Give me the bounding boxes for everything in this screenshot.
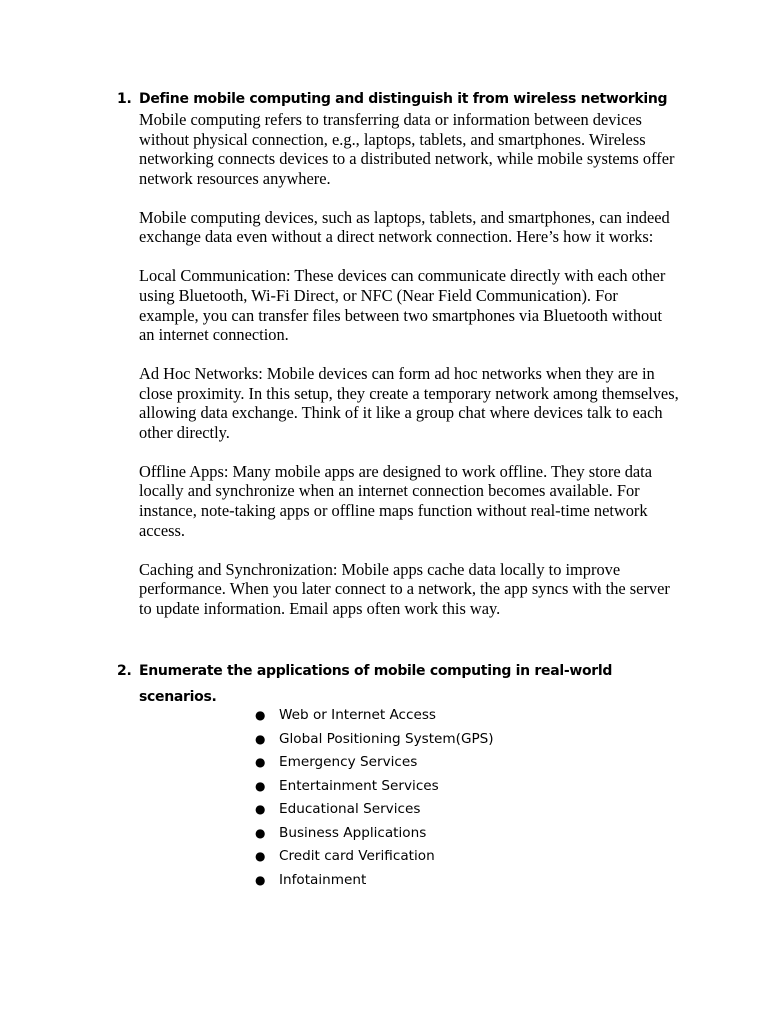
answer-paragraph-ad-hoc-networks: Ad Hoc Networks: Mobile devices can form ad hoc networks when they are in close proximity. In this setup, they create a temporary network among themselves, allowing data exchange. Think of it like a group chat where devices talk to each other directly. — [139, 364, 679, 442]
question-1-title: Define mobile computing and distinguish it from wireless networking — [139, 91, 668, 107]
list-item-label: Emergency Services — [279, 754, 418, 770]
list-item-label: Business Applications — [279, 824, 427, 841]
question-2-heading — [117, 658, 637, 710]
list-item — [255, 704, 675, 728]
answer-paragraph-definition: Mobile computing refers to transferring data or information between devices without physical connection, e.g., laptops, tablets, and smartphones. Wireless networking connects devices to a distributed network, while mobile systems offer network resources anywhere. — [139, 110, 675, 188]
question-1-heading — [117, 86, 737, 112]
list-item-label: Credit card Verification — [279, 848, 435, 864]
bullet-icon: ● — [255, 778, 266, 793]
question-1-number: 1. — [117, 91, 132, 107]
list-item — [255, 728, 675, 752]
answer-paragraph-offline-apps: Offline Apps: Many mobile apps are designed to work offline. They store data locally and synchronize when an internet connection becomes available. For instance, note-taking apps or offline maps function without real-time network access. — [139, 461, 653, 540]
list-item-label: Infotainment — [279, 871, 367, 888]
list-item — [255, 869, 675, 893]
bullet-icon: ● — [255, 849, 266, 863]
list-item — [255, 845, 675, 869]
list-item-label: Entertainment Services — [279, 777, 439, 794]
list-item — [255, 751, 675, 775]
bullet-icon: ● — [255, 731, 266, 746]
bullet-icon: ● — [255, 708, 266, 722]
bullet-icon: ● — [255, 825, 266, 840]
answer-paragraph-intro: Mobile computing devices, such as laptops, tablets, and smartphones, can indeed exchange data even without a direct network connection. Here’s how it works: — [139, 207, 670, 247]
list-item-label: Educational Services — [279, 801, 421, 817]
bullet-icon: ● — [255, 755, 266, 769]
question-1-answer — [139, 110, 679, 638]
question-2-number: 2. — [117, 663, 132, 679]
answer-paragraph-local-communication: Local Communication: These devices can communicate directly with each other using Bluetooth, Wi-Fi Direct, or NFC (Near Field Communication). For example, you can transfer files between two smartphones via Bluetooth without an internet connection. — [139, 266, 666, 345]
applications-list — [255, 704, 675, 892]
list-item — [255, 822, 675, 846]
list-item — [255, 798, 675, 822]
answer-paragraph-caching: Caching and Synchronization: Mobile apps cache data locally to improve performance. When you later connect to a network, the app syncs with the server to update information. Email apps often work this way. — [139, 559, 670, 618]
list-item — [255, 775, 675, 799]
bullet-icon: ● — [255, 802, 266, 816]
bullet-icon: ● — [255, 872, 266, 887]
list-item-label: Web or Internet Access — [279, 707, 437, 723]
list-item-label: Global Positioning System(GPS) — [279, 730, 494, 747]
question-2-title: Enumerate the applications of mobile computing in real-world scenarios. — [139, 663, 613, 705]
